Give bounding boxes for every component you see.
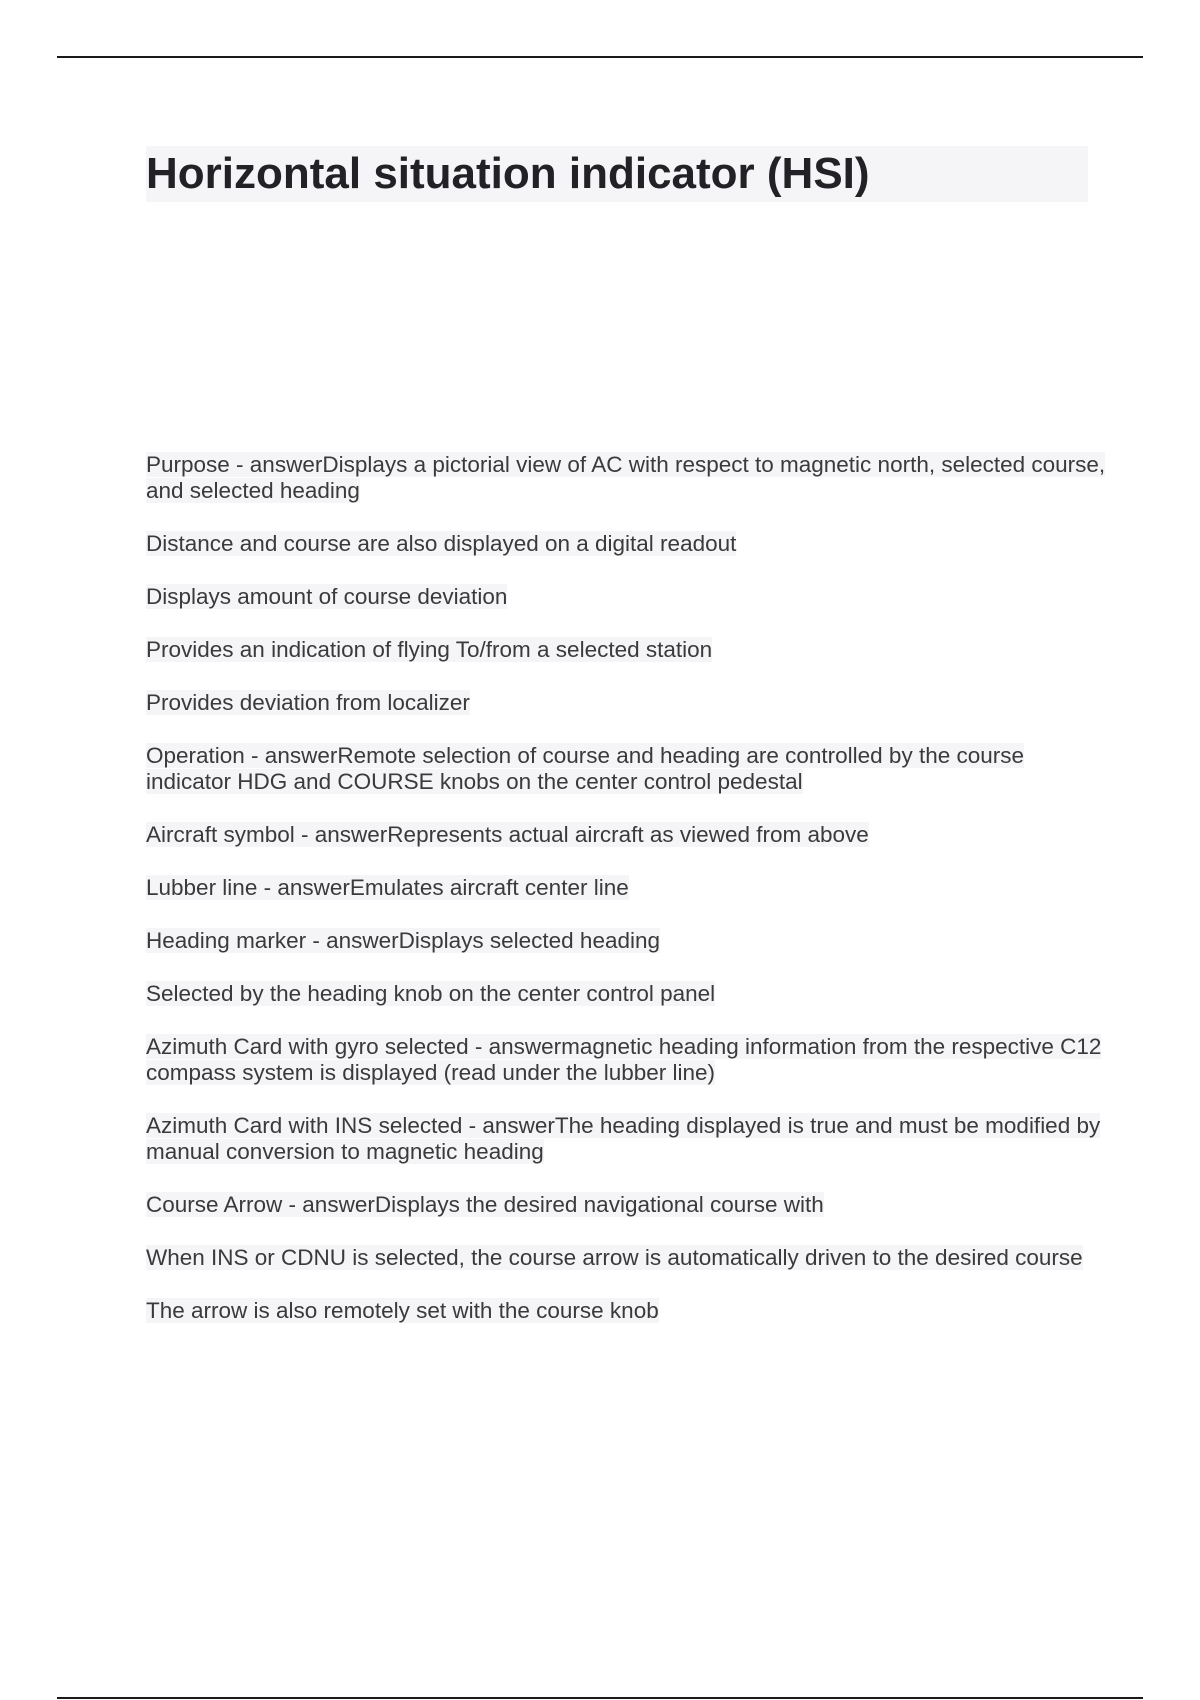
item-text: When INS or CDNU is selected, the course arrow is automatically driven to the desired course bbox=[146, 1245, 1083, 1270]
top-divider bbox=[57, 56, 1143, 58]
list-item bbox=[146, 1034, 1106, 1086]
item-text: Distance and course are also displayed on a digital readout bbox=[146, 531, 737, 556]
list-item bbox=[146, 690, 1106, 716]
item-text: Purpose - answerDisplays a pictorial view of AC with respect to magnetic north, selected course, and selected heading bbox=[146, 452, 1106, 503]
list-item bbox=[146, 743, 1106, 795]
list-item bbox=[146, 452, 1106, 504]
item-text: Displays amount of course deviation bbox=[146, 584, 508, 609]
list-item bbox=[146, 1245, 1106, 1271]
flashcard-list bbox=[146, 452, 1106, 1351]
item-text: Azimuth Card with gyro selected - answermagnetic heading information from the respective C12 compass system is displayed (read under the lubber line) bbox=[146, 1034, 1102, 1085]
item-text: Provides deviation from localizer bbox=[146, 690, 470, 715]
item-text: Course Arrow - answerDisplays the desired navigational course with bbox=[146, 1192, 824, 1217]
list-item bbox=[146, 822, 1106, 848]
list-item bbox=[146, 1113, 1106, 1165]
list-item bbox=[146, 637, 1106, 663]
item-text: Selected by the heading knob on the center control panel bbox=[146, 981, 716, 1006]
item-text: Heading marker - answerDisplays selected heading bbox=[146, 928, 661, 953]
list-item bbox=[146, 875, 1106, 901]
item-text: Provides an indication of flying To/from a selected station bbox=[146, 637, 713, 662]
item-text: The arrow is also remotely set with the course knob bbox=[146, 1298, 659, 1323]
item-text: Azimuth Card with INS selected - answerThe heading displayed is true and must be modified by manual conversion to magnetic heading bbox=[146, 1113, 1101, 1164]
page-title: Horizontal situation indicator (HSI) bbox=[146, 146, 1088, 202]
bottom-divider bbox=[57, 1697, 1143, 1699]
item-text: Lubber line - answerEmulates aircraft center line bbox=[146, 875, 629, 900]
item-text: Operation - answerRemote selection of course and heading are controlled by the course indicator HDG and COURSE knobs on the center control pedestal bbox=[146, 743, 1025, 794]
list-item bbox=[146, 531, 1106, 557]
list-item bbox=[146, 1298, 1106, 1324]
item-text: Aircraft symbol - answerRepresents actual aircraft as viewed from above bbox=[146, 822, 869, 847]
list-item bbox=[146, 928, 1106, 954]
list-item bbox=[146, 1192, 1106, 1218]
list-item bbox=[146, 584, 1106, 610]
list-item bbox=[146, 981, 1106, 1007]
